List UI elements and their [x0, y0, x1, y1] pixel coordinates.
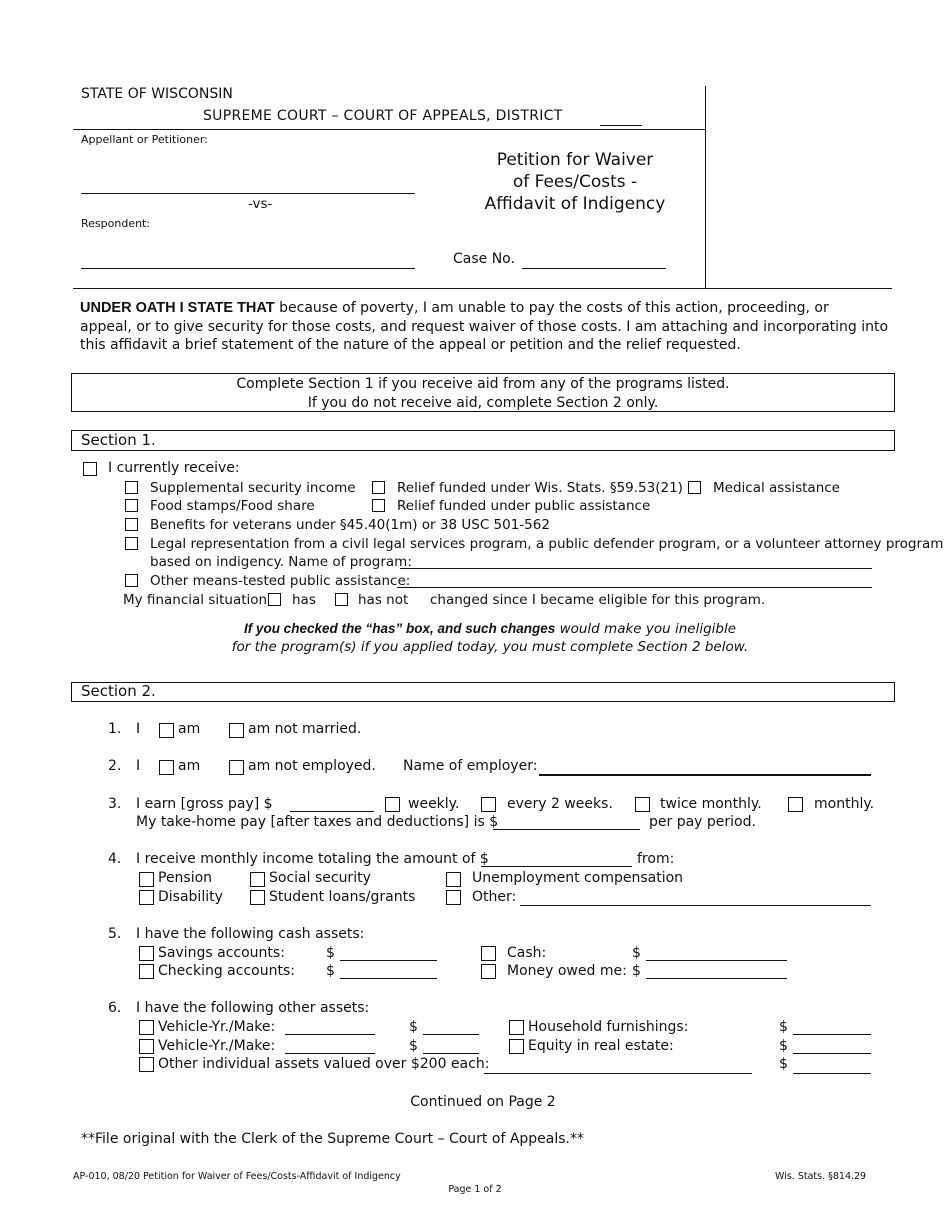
- employed-am-checkbox[interactable]: [159, 760, 174, 775]
- earn-label: I earn [gross pay] $: [136, 796, 273, 812]
- vehicle-1-dollar: $: [409, 1019, 418, 1035]
- student-loans-checkbox[interactable]: [250, 890, 265, 905]
- household-field[interactable]: [793, 1034, 871, 1035]
- other-assistance-field[interactable]: [397, 587, 872, 588]
- cash-label: Cash:: [507, 945, 547, 961]
- other-income-field[interactable]: [520, 905, 871, 906]
- appellant-label: Appellant or Petitioner:: [81, 133, 208, 146]
- respondent-field[interactable]: [81, 268, 415, 269]
- employed-am-not-checkbox[interactable]: [229, 760, 244, 775]
- twice-monthly-label: twice monthly.: [660, 796, 762, 812]
- program-name-field[interactable]: [400, 568, 872, 569]
- title-line-3: Affidavit of Indigency: [484, 194, 666, 214]
- relief-public-label: Relief funded under public assistance: [397, 498, 651, 514]
- respondent-label: Respondent:: [81, 217, 151, 230]
- vs-label: -vs-: [248, 196, 273, 212]
- monthly-checkbox[interactable]: [788, 797, 803, 812]
- social-security-checkbox[interactable]: [250, 872, 265, 887]
- per-period-label: per pay period.: [649, 814, 756, 830]
- financial-label: My financial situation: [123, 592, 268, 608]
- oath-lead: UNDER OATH I STATE THAT: [80, 300, 275, 316]
- appellant-field[interactable]: [81, 193, 415, 194]
- money-owed-field[interactable]: [646, 978, 787, 979]
- cash-assets-label: I have the following cash assets:: [136, 926, 365, 942]
- vehicle-1-label: Vehicle-Yr./Make:: [158, 1019, 276, 1035]
- individual-assets-value-field[interactable]: [793, 1073, 871, 1074]
- takehome-label: My take-home pay [after taxes and deductions] is $: [136, 814, 499, 830]
- cash-checkbox[interactable]: [481, 946, 496, 961]
- oath-line-2: appeal, or to give security for those costs, and request waiver of those costs. I am attaching and incorporating into: [80, 318, 889, 335]
- note-line-2: for the program(s) if you applied today, you must complete Section 2 below.: [231, 638, 749, 655]
- section-1-note: [190, 620, 790, 656]
- q1-number: 1.: [108, 721, 122, 737]
- married-am-not-checkbox[interactable]: [229, 723, 244, 738]
- savings-label: Savings accounts:: [158, 945, 285, 961]
- form-title: [455, 149, 695, 215]
- married-am-not-label: am not married.: [248, 721, 362, 737]
- page-number: Page 1 of 2: [448, 1184, 502, 1195]
- social-security-label: Social security: [269, 870, 371, 886]
- header-vertical-rule: [705, 86, 706, 288]
- title-line-1: Petition for Waiver: [496, 150, 654, 170]
- vehicle-2-value-field[interactable]: [423, 1053, 479, 1054]
- monthly-label: monthly.: [814, 796, 875, 812]
- relief-wis-label: Relief funded under Wis. Stats. §59.53(21): [397, 480, 683, 496]
- medical-checkbox[interactable]: [688, 481, 701, 494]
- savings-field[interactable]: [340, 960, 437, 961]
- court-heading: SUPREME COURT – COURT OF APPEALS, DISTRICT: [203, 108, 563, 124]
- oath-line-3: this affidavit a brief statement of the nature of the appeal or petition and the relief requested.: [80, 337, 741, 353]
- vehicle-1-value-field[interactable]: [423, 1034, 479, 1035]
- vehicle-1-field[interactable]: [285, 1034, 375, 1035]
- legal-label-line-1: Legal representation from a civil legal services program, a public defender program, or a volunteer attorney program: [150, 536, 944, 552]
- gross-pay-field[interactable]: [290, 811, 374, 812]
- weekly-checkbox[interactable]: [385, 797, 400, 812]
- individual-assets-field[interactable]: [484, 1073, 752, 1074]
- monthly-income-label: I receive monthly income totaling the amount of $: [136, 851, 489, 867]
- q6-number: 6.: [108, 1000, 122, 1016]
- married-am-checkbox[interactable]: [159, 723, 174, 738]
- individual-assets-dollar: $: [779, 1056, 788, 1072]
- disability-label: Disability: [158, 889, 223, 905]
- vehicle-2-dollar: $: [409, 1038, 418, 1054]
- case-no-label: Case No.: [453, 251, 515, 267]
- oath-paragraph: [80, 299, 888, 355]
- title-line-2: of Fees/Costs -: [512, 172, 638, 192]
- unemployment-label: Unemployment compensation: [472, 870, 684, 886]
- twice-monthly-checkbox[interactable]: [635, 797, 650, 812]
- household-checkbox[interactable]: [509, 1020, 524, 1035]
- disability-checkbox[interactable]: [139, 890, 154, 905]
- note-italic: would make you ineligible: [555, 621, 737, 637]
- equity-label: Equity in real estate:: [528, 1038, 674, 1054]
- district-field[interactable]: [600, 125, 642, 126]
- instructions-box: [71, 373, 895, 412]
- other-assets-label: I have the following other assets:: [136, 1000, 370, 1016]
- other-assistance-label: Other means-tested public assistance:: [150, 573, 411, 589]
- takehome-field[interactable]: [493, 829, 640, 830]
- checking-checkbox[interactable]: [139, 964, 154, 979]
- statute: Wis. Stats. §814.29: [775, 1171, 867, 1182]
- changed-label: changed since I became eligible for this program.: [430, 592, 766, 608]
- q5-number: 5.: [108, 926, 122, 942]
- q3-number: 3.: [108, 796, 122, 812]
- money-owed-checkbox[interactable]: [481, 964, 496, 979]
- household-dollar: $: [779, 1019, 788, 1035]
- section-2-title: Section 2.: [81, 682, 156, 700]
- pension-label: Pension: [158, 870, 213, 886]
- other-assistance-checkbox[interactable]: [125, 574, 138, 587]
- q4-number: 4.: [108, 851, 122, 867]
- money-owed-dollar: $: [632, 963, 641, 979]
- vehicle-2-label: Vehicle-Yr./Make:: [158, 1038, 276, 1054]
- monthly-income-field[interactable]: [481, 866, 632, 867]
- ssi-checkbox[interactable]: [125, 481, 138, 494]
- has-not-checkbox[interactable]: [335, 593, 348, 606]
- receive-checkbox[interactable]: [83, 462, 97, 476]
- has-not-label: has not: [358, 592, 409, 608]
- state-heading: STATE OF WISCONSIN: [81, 86, 233, 102]
- equity-field[interactable]: [793, 1053, 871, 1054]
- oath-line-1: because of poverty, I am unable to pay the costs of this action, proceeding, or: [274, 300, 829, 316]
- vehicle-1-checkbox[interactable]: [139, 1020, 154, 1035]
- q2-number: 2.: [108, 758, 122, 774]
- header-bottom-rule: [73, 288, 892, 289]
- medical-label: Medical assistance: [713, 480, 840, 496]
- money-owed-label: Money owed me:: [507, 963, 627, 979]
- veterans-label: Benefits for veterans under §45.40(1m) or 38 USC 501-562: [150, 517, 550, 533]
- veterans-checkbox[interactable]: [125, 518, 138, 531]
- employed-am-not-label: am not employed.: [248, 758, 376, 774]
- married-am-label: am: [178, 721, 201, 737]
- weekly-label: weekly.: [408, 796, 460, 812]
- employer-field[interactable]: [539, 774, 871, 776]
- legal-label-line-2: based on indigency. Name of program:: [150, 554, 412, 570]
- note-bold: If you checked the “has” box, and such changes: [243, 621, 556, 636]
- every-2-weeks-checkbox[interactable]: [481, 797, 496, 812]
- unemployment-checkbox[interactable]: [446, 872, 461, 887]
- checking-dollar: $: [326, 963, 335, 979]
- file-note: **File original with the Clerk of the Supreme Court – Court of Appeals.**: [81, 1131, 584, 1147]
- other-income-label: Other:: [472, 889, 517, 905]
- section-1-title: Section 1.: [81, 431, 156, 449]
- every-2-weeks-label: every 2 weeks.: [507, 796, 613, 812]
- has-label: has: [292, 592, 316, 608]
- employed-am-label: am: [178, 758, 201, 774]
- equity-dollar: $: [779, 1038, 788, 1054]
- q1-i: I: [136, 721, 141, 737]
- instructions-line-2: If you do not receive aid, complete Section 2 only.: [307, 394, 659, 411]
- cash-dollar: $: [632, 945, 641, 961]
- legal-checkbox[interactable]: [125, 537, 138, 550]
- individual-assets-label: Other individual assets valued over $200 each:: [158, 1056, 490, 1072]
- relief-wis-checkbox[interactable]: [372, 481, 385, 494]
- section-1-header: [71, 430, 895, 451]
- household-label: Household furnishings:: [528, 1019, 689, 1035]
- savings-checkbox[interactable]: [139, 946, 154, 961]
- receive-label: I currently receive:: [108, 460, 240, 476]
- savings-dollar: $: [326, 945, 335, 961]
- food-label: Food stamps/Food share: [150, 498, 315, 514]
- employer-label: Name of employer:: [403, 758, 538, 774]
- student-loans-label: Student loans/grants: [269, 889, 416, 905]
- section-2-header: [71, 682, 895, 702]
- checking-field[interactable]: [340, 978, 437, 979]
- instructions-line-1: Complete Section 1 if you receive aid from any of the programs listed.: [236, 376, 730, 392]
- ssi-label: Supplemental security income: [150, 480, 356, 496]
- food-checkbox[interactable]: [125, 499, 138, 512]
- vehicle-2-field[interactable]: [285, 1053, 375, 1054]
- has-checkbox[interactable]: [268, 593, 281, 606]
- checking-label: Checking accounts:: [158, 963, 295, 979]
- individual-assets-checkbox[interactable]: [139, 1057, 154, 1072]
- relief-public-checkbox[interactable]: [372, 499, 385, 512]
- form-id: AP-010, 08/20 Petition for Waiver of Fees/Costs-Affidavit of Indigency: [73, 1171, 401, 1182]
- header-rule: [73, 129, 705, 130]
- continued-note: Continued on Page 2: [410, 1094, 556, 1110]
- vehicle-2-checkbox[interactable]: [139, 1039, 154, 1054]
- case-no-field[interactable]: [522, 268, 666, 269]
- cash-field[interactable]: [646, 960, 787, 961]
- from-label: from:: [637, 851, 675, 867]
- equity-checkbox[interactable]: [509, 1039, 524, 1054]
- pension-checkbox[interactable]: [139, 872, 154, 887]
- q2-i: I: [136, 758, 141, 774]
- other-income-checkbox[interactable]: [446, 890, 461, 905]
